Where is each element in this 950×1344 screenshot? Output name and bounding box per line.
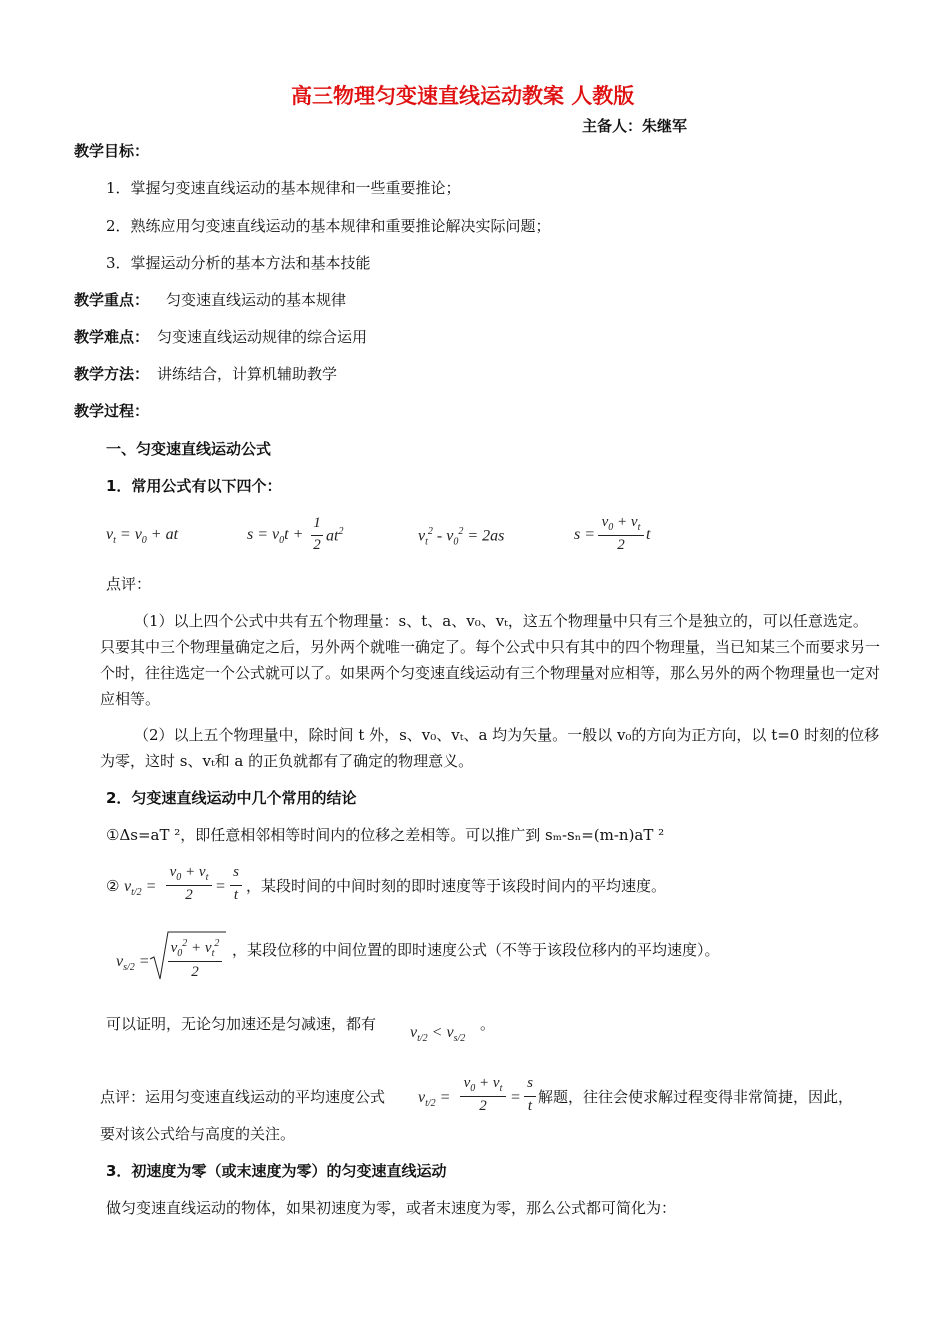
note-paragraph: （2）以上五个物理量中，除时间 t 外，s、v₀、vₜ、a 均为矢量。一般以 v₀的方向为正方向，以 t=0 时刻的位移为零，这时 s、vₜ和 a 的正负就都有了确定的物理意义。 bbox=[100, 726, 880, 770]
note-paragraph: （1）以上四个公式中共有五个物理量：s、t、a、v₀、vₜ，这五个物理量中只有三个是独立的，可以任意选定。只要其中三个物理量确定之后，另外两个就唯一确定了。每个公式中只有其中的四个物理量，当已知某三个而要求另一个时，往往选定一个公式就可以了。如果两个匀变速直线运动有三个物理量对应相等，那么另外的两个物理量也一定对应相等。 bbox=[100, 612, 881, 708]
section-heading: 一、匀变速直线运动公式 bbox=[106, 440, 272, 458]
goal-item: 1．掌握匀变速直线运动的基本规律和一些重要推论； bbox=[106, 179, 461, 197]
author: 主备人：朱继军 bbox=[582, 117, 688, 135]
paragraph: 做匀变速直线运动的物体，如果初速度为零，或者末速度为零，那么公式都可简化为： bbox=[106, 1199, 677, 1217]
key-point: 匀变速直线运动的基本规律 bbox=[166, 291, 347, 309]
process-heading: 教学过程： bbox=[74, 402, 150, 420]
conclusion-text: ，某段时间的中间时刻的即时速度等于该段时间内的平均速度。 bbox=[246, 877, 667, 895]
proof-end: 。 bbox=[480, 1015, 496, 1033]
comment-text: 要对该公式给与高度的关注。 bbox=[100, 1125, 296, 1143]
formula-inequality: $v_{t/2} < v_{s/2}$ bbox=[410, 1024, 466, 1045]
conclusion-item: ①Δs=aT ²，即任意相邻相等时间内的位移之差相等。可以推广到 sₘ-sₙ=(m-n)aT ² bbox=[106, 826, 665, 844]
page-title: 高三物理匀变速直线运动教案 人教版 bbox=[291, 84, 635, 108]
conclusion-marker: ② bbox=[106, 877, 120, 895]
difficulty: 匀变速直线运动规律的综合运用 bbox=[157, 328, 368, 346]
method-label: 教学方法： bbox=[74, 365, 150, 383]
sub-heading: 2．匀变速直线运动中几个常用的结论 bbox=[106, 789, 357, 807]
comment-text: 点评：运用匀变速直线运动的平均速度公式 bbox=[100, 1088, 386, 1106]
comment-text: 解题，往往会使求解过程变得非常简捷，因此， bbox=[538, 1088, 854, 1106]
goal-item: 3．掌握运动分析的基本方法和基本技能 bbox=[106, 254, 371, 272]
goal-item: 2．熟练应用匀变速直线运动的基本规律和重要推论解决实际问题； bbox=[106, 217, 551, 235]
goals-heading: 教学目标： bbox=[74, 142, 150, 160]
sub-heading: 3．初速度为零（或末速度为零）的匀变速直线运动 bbox=[106, 1162, 447, 1180]
proof-text: 可以证明，无论匀加速还是匀减速，都有 bbox=[106, 1015, 377, 1033]
method: 讲练结合，计算机辅助教学 bbox=[157, 365, 338, 383]
comment-label: 点评： bbox=[106, 575, 152, 593]
key-point-label: 教学重点： bbox=[74, 291, 150, 309]
conclusion-text: ，某段位移的中间位置的即时速度公式（不等于该段位移内的平均速度）。 bbox=[232, 941, 720, 959]
difficulty-label: 教学难点： bbox=[74, 328, 150, 346]
sub-heading: 1．常用公式有以下四个： bbox=[106, 477, 282, 495]
